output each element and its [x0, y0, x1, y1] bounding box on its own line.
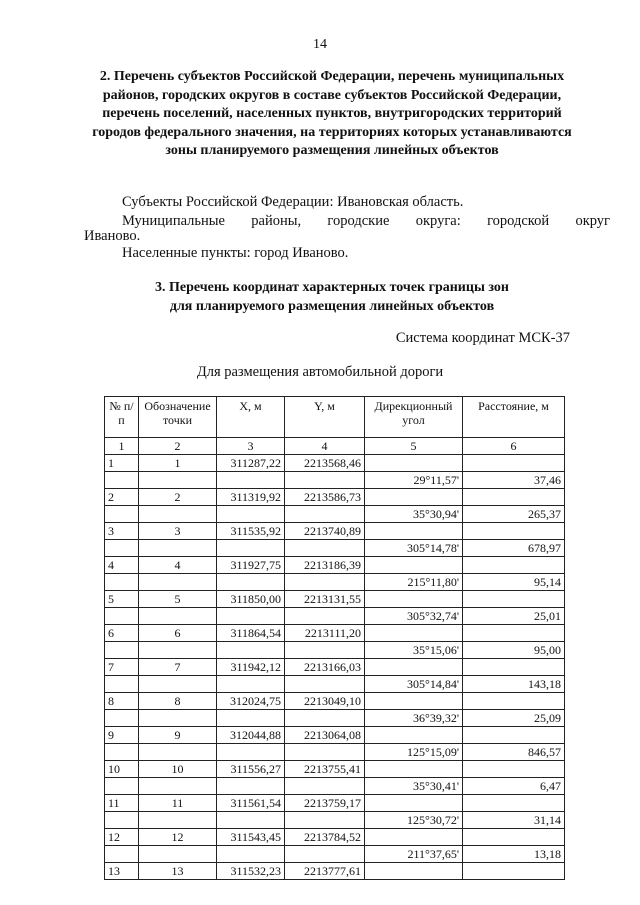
cell-distance: 95,14 [463, 574, 565, 591]
table-row [105, 455, 565, 472]
table-interval-row [105, 778, 565, 795]
cell-number: 11 [105, 795, 139, 812]
cell-angle: 29°11,57' [365, 472, 463, 489]
cell-empty [285, 472, 365, 489]
cell-distance-empty [463, 523, 565, 540]
cell-point-label: 7 [139, 659, 217, 676]
table-row [105, 591, 565, 608]
cell-angle-empty [365, 625, 463, 642]
cell-angle-empty [365, 489, 463, 506]
cell-y: 2213784,52 [285, 829, 365, 846]
cell-number: 2 [105, 489, 139, 506]
table-interval-row [105, 472, 565, 489]
cell-empty [217, 574, 285, 591]
cell-y: 2213186,39 [285, 557, 365, 574]
coordinates-table [104, 396, 565, 880]
cell-x: 311319,92 [217, 489, 285, 506]
cell-x: 311535,92 [217, 523, 285, 540]
table-row [105, 693, 565, 710]
header-point-label: Обозначение точки [139, 397, 217, 438]
cell-y: 2213049,10 [285, 693, 365, 710]
cell-angle-empty [365, 795, 463, 812]
section-2-heading: 2. Перечень субъектов Российской Федерации, перечень муниципальных районов, городских округов в составе субъектов Российской Федерации, перечень поселений, населенных пунктов, внутригородских территорий городов федерального значения, на территориях которых устанавливаются зоны планируемого размещения линейных объектов [92, 69, 572, 158]
cell-y: 2213740,89 [285, 523, 365, 540]
cell-distance-empty [463, 557, 565, 574]
cell-angle: 35°15,06' [365, 642, 463, 659]
cell-empty [285, 846, 365, 863]
cell-angle-empty [365, 523, 463, 540]
cell-angle-empty [365, 455, 463, 472]
cell-angle-empty [365, 727, 463, 744]
cell-empty [105, 778, 139, 795]
cell-empty [217, 642, 285, 659]
cell-y: 2213166,03 [285, 659, 365, 676]
column-index: 1 [105, 438, 139, 455]
cell-empty [217, 676, 285, 693]
header-y: Y, м [285, 397, 365, 438]
cell-empty [217, 846, 285, 863]
cell-point-label: 5 [139, 591, 217, 608]
cell-point-label: 10 [139, 761, 217, 778]
table-interval-row [105, 574, 565, 591]
cell-number: 7 [105, 659, 139, 676]
cell-empty [105, 642, 139, 659]
cell-empty [217, 744, 285, 761]
cell-empty [285, 540, 365, 557]
cell-distance-empty [463, 761, 565, 778]
cell-angle-empty [365, 591, 463, 608]
table-row [105, 727, 565, 744]
cell-number: 5 [105, 591, 139, 608]
cell-distance: 37,46 [463, 472, 565, 489]
header-number: № п/п [105, 397, 139, 438]
cell-point-label: 2 [139, 489, 217, 506]
cell-point-label: 12 [139, 829, 217, 846]
cell-empty [285, 676, 365, 693]
table-interval-row [105, 710, 565, 727]
cell-empty [285, 710, 365, 727]
cell-empty [105, 710, 139, 727]
table-row [105, 761, 565, 778]
cell-empty [139, 608, 217, 625]
cell-empty [285, 506, 365, 523]
cell-angle-empty [365, 659, 463, 676]
districts-line-continued: Иваново. [84, 228, 141, 244]
page-number: 14 [313, 37, 327, 52]
cell-empty [139, 846, 217, 863]
table-header-row [105, 397, 565, 438]
cell-empty [217, 812, 285, 829]
cell-y: 2213064,08 [285, 727, 365, 744]
cell-empty [139, 744, 217, 761]
cell-distance-empty [463, 829, 565, 846]
cell-number: 3 [105, 523, 139, 540]
table-interval-row [105, 676, 565, 693]
cell-empty [105, 540, 139, 557]
cell-empty [285, 778, 365, 795]
cell-distance: 143,18 [463, 676, 565, 693]
districts-line: Муниципальные районы, городские округа: городской округ [122, 213, 610, 229]
cell-y: 2213755,41 [285, 761, 365, 778]
cell-number: 12 [105, 829, 139, 846]
cell-number: 10 [105, 761, 139, 778]
cell-distance: 265,37 [463, 506, 565, 523]
cell-distance-empty [463, 625, 565, 642]
cell-angle-empty [365, 829, 463, 846]
table-row [105, 829, 565, 846]
cell-angle: 211°37,65' [365, 846, 463, 863]
cell-point-label: 3 [139, 523, 217, 540]
column-index: 3 [217, 438, 285, 455]
cell-x: 311942,12 [217, 659, 285, 676]
cell-x: 311561,54 [217, 795, 285, 812]
cell-empty [139, 710, 217, 727]
cell-distance: 6,47 [463, 778, 565, 795]
cell-distance: 25,01 [463, 608, 565, 625]
section-3-heading-line-2: для планируемого размещения линейных объектов [169, 299, 495, 314]
cell-y: 2213759,17 [285, 795, 365, 812]
cell-empty [217, 540, 285, 557]
cell-y: 2213568,46 [285, 455, 365, 472]
header-distance: Расстояние, м [463, 397, 565, 438]
cell-point-label: 1 [139, 455, 217, 472]
coordinate-system: Система координат МСК-37 [395, 330, 570, 346]
column-index: 4 [285, 438, 365, 455]
cell-empty [139, 540, 217, 557]
cell-point-label: 8 [139, 693, 217, 710]
cell-empty [139, 812, 217, 829]
cell-distance: 95,00 [463, 642, 565, 659]
cell-angle: 305°32,74' [365, 608, 463, 625]
table-interval-row [105, 744, 565, 761]
table-interval-row [105, 846, 565, 863]
column-index: 2 [139, 438, 217, 455]
cell-number: 9 [105, 727, 139, 744]
cell-distance: 13,18 [463, 846, 565, 863]
cell-empty [105, 846, 139, 863]
cell-empty [285, 574, 365, 591]
cell-empty [139, 778, 217, 795]
cell-empty [105, 608, 139, 625]
column-index: 6 [463, 438, 565, 455]
cell-x: 312044,88 [217, 727, 285, 744]
cell-empty [105, 676, 139, 693]
cell-x: 311556,27 [217, 761, 285, 778]
section-3-heading [84, 278, 580, 316]
cell-distance: 25,09 [463, 710, 565, 727]
table-caption: Для размещения автомобильной дороги [196, 364, 444, 380]
cell-point-label: 9 [139, 727, 217, 744]
table-row [105, 659, 565, 676]
cell-point-label: 13 [139, 863, 217, 880]
cell-empty [105, 812, 139, 829]
cell-distance-empty [463, 489, 565, 506]
cell-distance-empty [463, 693, 565, 710]
cell-number: 6 [105, 625, 139, 642]
table-row [105, 625, 565, 642]
cell-distance: 678,97 [463, 540, 565, 557]
cell-number: 13 [105, 863, 139, 880]
cell-empty [105, 574, 139, 591]
table-interval-row [105, 506, 565, 523]
table-row [105, 557, 565, 574]
table-row [105, 523, 565, 540]
cell-point-label: 11 [139, 795, 217, 812]
cell-number: 1 [105, 455, 139, 472]
cell-x: 311927,75 [217, 557, 285, 574]
cell-y: 2213586,73 [285, 489, 365, 506]
table-row [105, 795, 565, 812]
cell-x: 311850,00 [217, 591, 285, 608]
cell-empty [139, 506, 217, 523]
cell-empty [105, 472, 139, 489]
cell-angle-empty [365, 693, 463, 710]
cell-y: 2213777,61 [285, 863, 365, 880]
cell-empty [139, 676, 217, 693]
cell-angle-empty [365, 863, 463, 880]
cell-empty [139, 642, 217, 659]
cell-empty [105, 744, 139, 761]
cell-y: 2213131,55 [285, 591, 365, 608]
cell-empty [285, 608, 365, 625]
cell-empty [285, 744, 365, 761]
table-interval-row [105, 540, 565, 557]
cell-angle: 215°11,80' [365, 574, 463, 591]
cell-angle: 36°39,32' [365, 710, 463, 727]
cell-distance: 846,57 [463, 744, 565, 761]
table-row [105, 863, 565, 880]
cell-empty [217, 608, 285, 625]
cell-y: 2213111,20 [285, 625, 365, 642]
cell-x: 311532,23 [217, 863, 285, 880]
cell-angle: 35°30,94' [365, 506, 463, 523]
cell-distance-empty [463, 863, 565, 880]
cell-empty [285, 642, 365, 659]
section-3-heading-line-1: 3. Перечень координат характерных точек границы зон [155, 280, 509, 295]
cell-empty [217, 710, 285, 727]
cell-x: 312024,75 [217, 693, 285, 710]
cell-distance-empty [463, 591, 565, 608]
table-interval-row [105, 812, 565, 829]
cell-angle: 125°15,09' [365, 744, 463, 761]
cell-x: 311287,22 [217, 455, 285, 472]
table-interval-row [105, 608, 565, 625]
header-x: X, м [217, 397, 285, 438]
cell-angle: 305°14,84' [365, 676, 463, 693]
column-index-row [105, 438, 565, 455]
table-body [105, 438, 565, 880]
cell-x: 311864,54 [217, 625, 285, 642]
cell-angle-empty [365, 557, 463, 574]
cell-angle-empty [365, 761, 463, 778]
settlements-line: Населенные пункты: город Иваново. [122, 245, 349, 261]
cell-empty [139, 472, 217, 489]
column-index: 5 [365, 438, 463, 455]
cell-distance-empty [463, 659, 565, 676]
cell-number: 8 [105, 693, 139, 710]
cell-empty [105, 506, 139, 523]
cell-point-label: 4 [139, 557, 217, 574]
cell-empty [139, 574, 217, 591]
cell-angle: 35°30,41' [365, 778, 463, 795]
table-interval-row [105, 642, 565, 659]
cell-angle: 125°30,72' [365, 812, 463, 829]
cell-distance-empty [463, 455, 565, 472]
cell-distance: 31,14 [463, 812, 565, 829]
table-row [105, 489, 565, 506]
cell-empty [217, 778, 285, 795]
cell-empty [285, 812, 365, 829]
cell-distance-empty [463, 795, 565, 812]
cell-point-label: 6 [139, 625, 217, 642]
header-angle: Дирекционный угол [365, 397, 463, 438]
cell-number: 4 [105, 557, 139, 574]
subjects-line: Субъекты Российской Федерации: Ивановская область. [122, 194, 464, 210]
cell-x: 311543,45 [217, 829, 285, 846]
cell-angle: 305°14,78' [365, 540, 463, 557]
cell-empty [217, 506, 285, 523]
cell-distance-empty [463, 727, 565, 744]
cell-empty [217, 472, 285, 489]
